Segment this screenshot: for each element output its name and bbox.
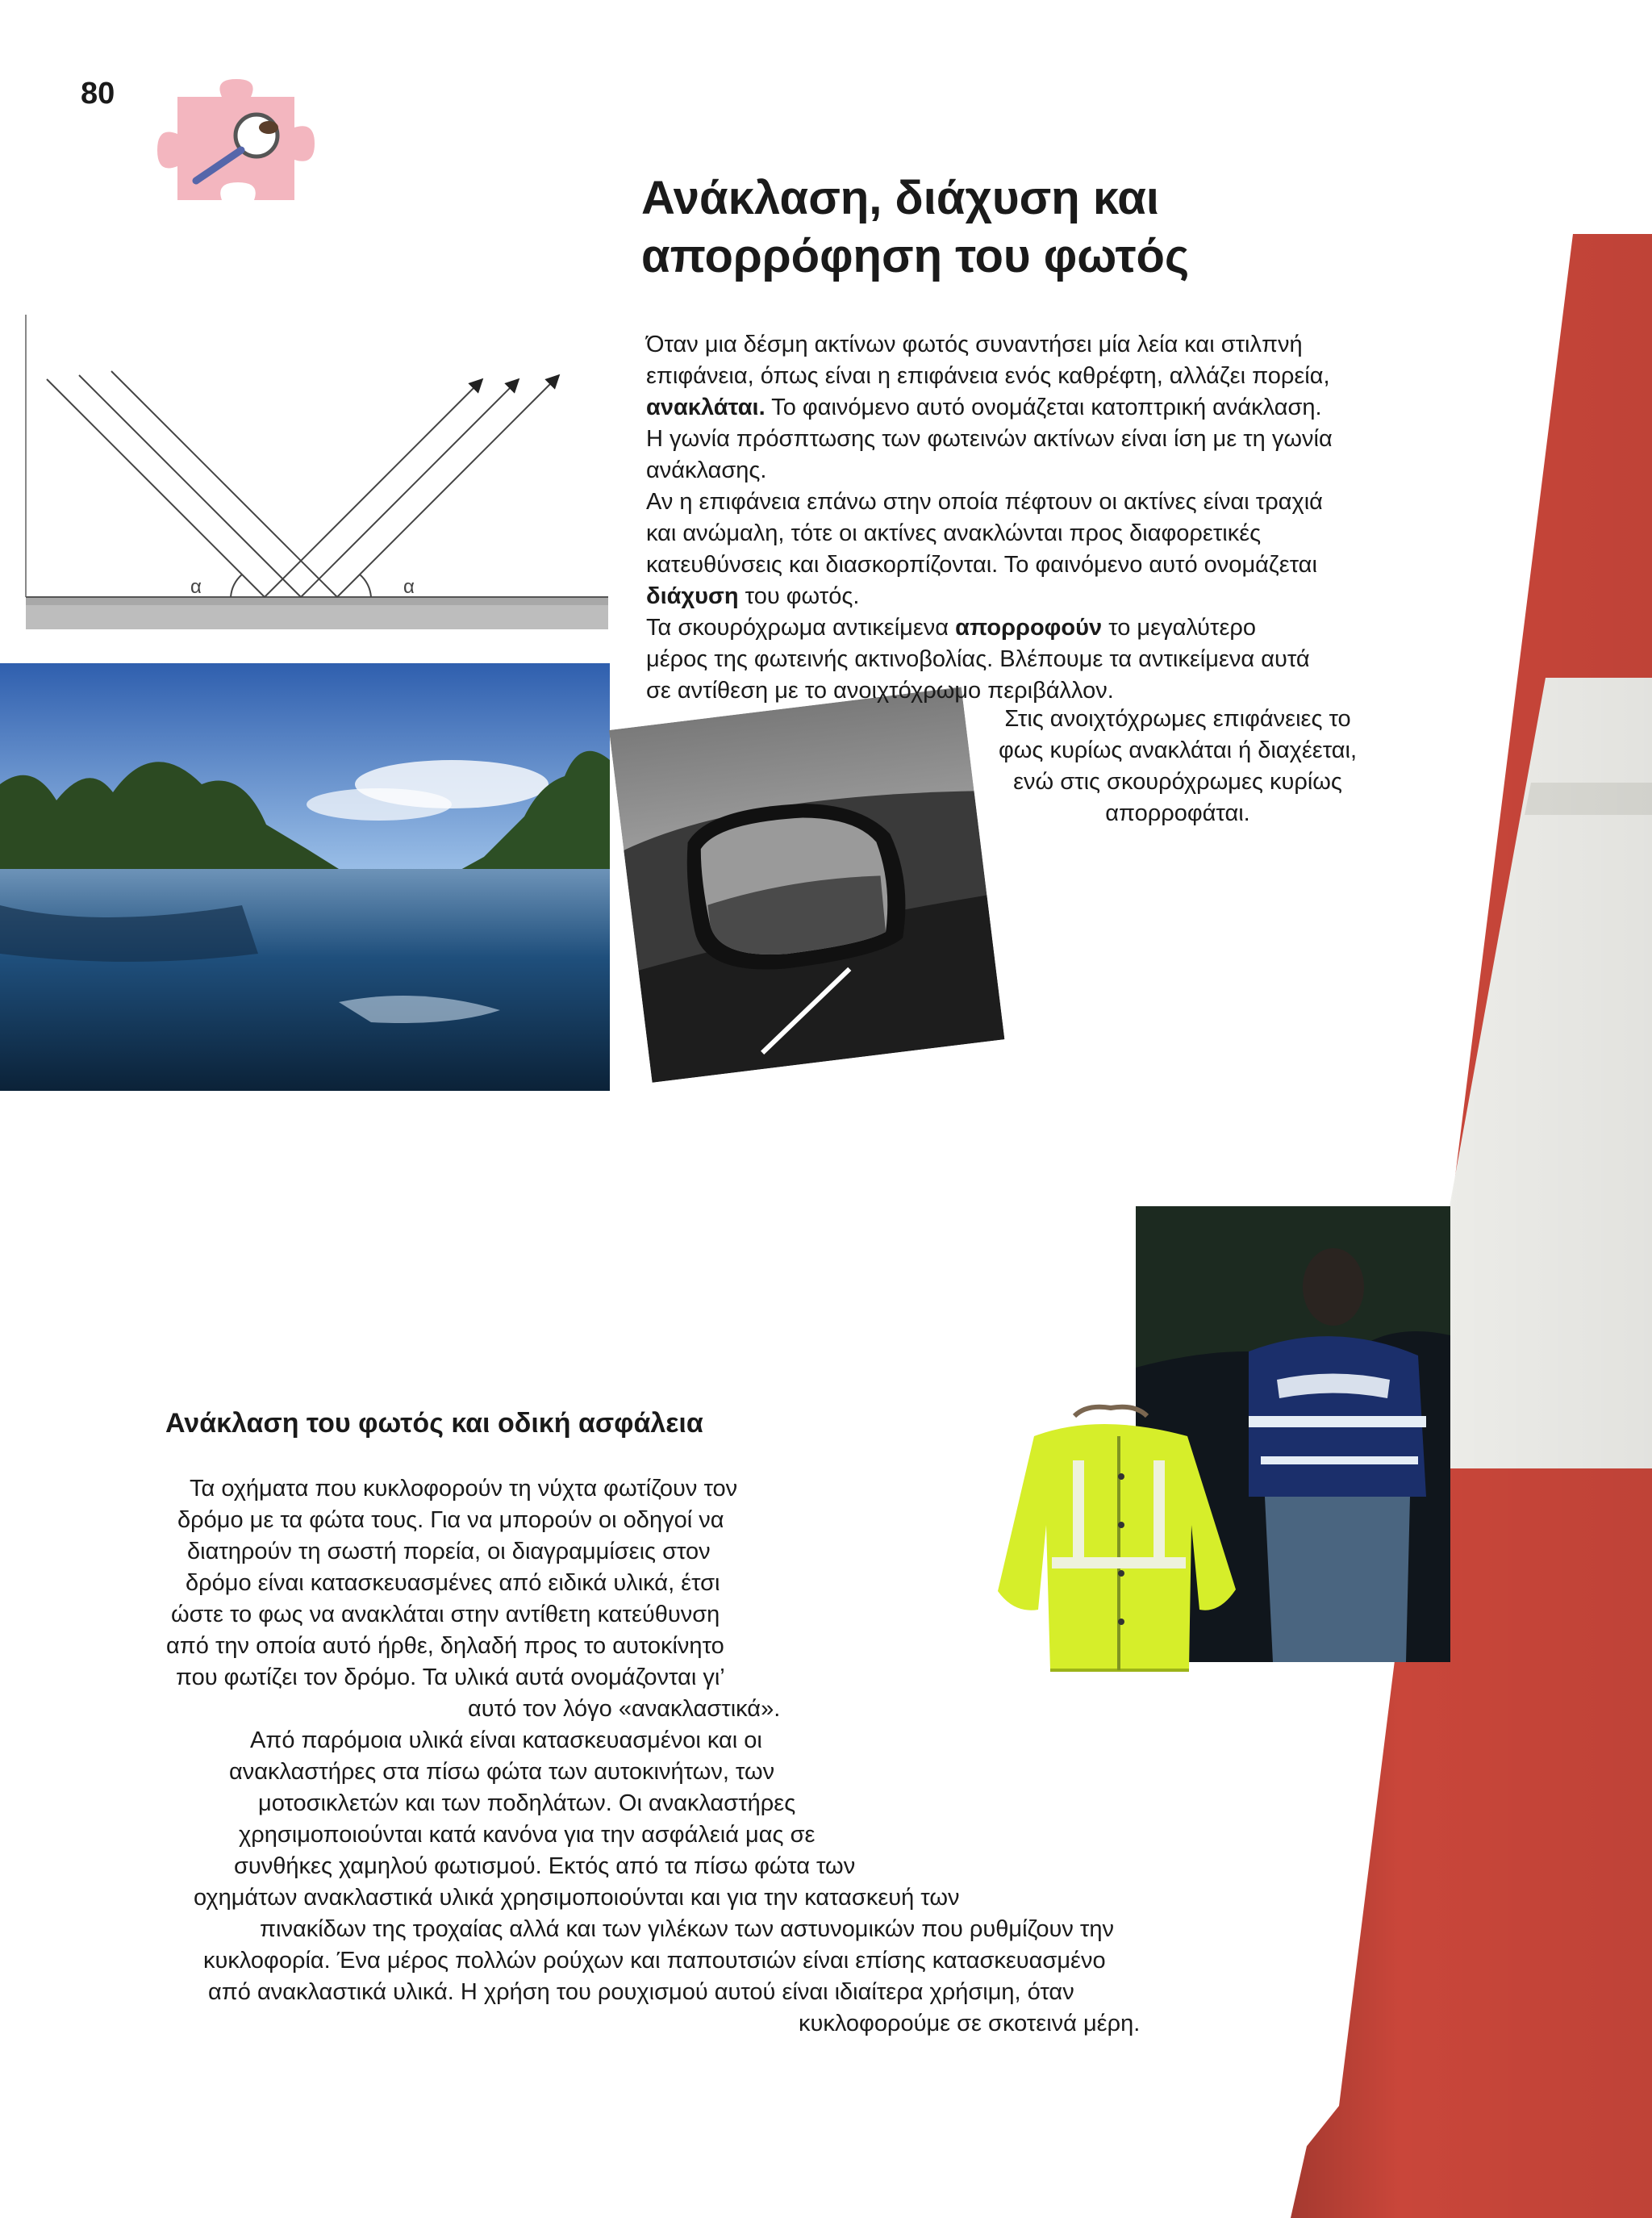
safety-line: δρόμο με τα φώτα τους. Για να μπορούν οι οδηγοί να <box>177 1507 724 1533</box>
safety-line: οχημάτων ανακλαστικά υλικά χρησιμοποιούνται και για την κατασκευή των <box>194 1885 960 1911</box>
intro-line: Αν η επιφάνεια επάνω στην οποία πέφτουν οι ακτίνες είναι τραχιά <box>646 489 1323 515</box>
lake-reflection-photo <box>0 663 610 1091</box>
safety-line: δρόμο είναι κατασκευασμένες από ειδικά υλικά, έτσι <box>186 1570 720 1596</box>
section-title: Ανάκλαση του φωτός και οδική ασφάλεια <box>165 1408 703 1439</box>
page-number: 80 <box>81 77 115 111</box>
safety-line: συνθήκες χαμηλού φωτισμού. Εκτός από τα πίσω φώτα των <box>234 1853 856 1879</box>
note-line: φως κυρίως ανακλάται ή διαχέεται, <box>998 737 1358 763</box>
note-line: ενώ στις σκουρόχρωμες κυρίως <box>1013 769 1342 795</box>
safety-line: που φωτίζει τον δρόμο. Τα υλικά αυτά ονομάζονται γι’ <box>176 1665 725 1690</box>
intro-line: ανακλάται. Το φαινόμενο αυτό ονομάζεται κατοπτρική ανάκλαση. <box>646 395 1322 420</box>
safety-line: ανακλαστήρες στα πίσω φώτα των αυτοκινήτων, των <box>229 1759 775 1785</box>
intro-paragraph <box>646 329 1437 707</box>
term-absorb: απορροφούν <box>955 615 1103 641</box>
term-diffusion: διάχυση <box>646 583 739 609</box>
road-safety-paragraph <box>145 1473 1274 2040</box>
intro-line: μέρος της φωτεινής ακτινοβολίας. Βλέπουμε τα αντικείμενα αυτά <box>646 646 1310 672</box>
intro-line: διάχυση του φωτός. <box>646 583 860 609</box>
safety-line: Τα οχήματα που κυκλοφορούν τη νύχτα φωτίζουν τον <box>190 1476 738 1502</box>
title-line-2: απορρόφηση του φωτός <box>641 230 1190 282</box>
safety-line: από ανακλαστικά υλικά. Η χρήση του ρουχισμού αυτού είναι ιδιαίτερα χρήσιμη, όταν <box>208 1979 1074 2005</box>
intro-line: Όταν μια δέσμη ακτίνων φωτός συναντήσει μία λεία και στιλπνή <box>646 332 1303 357</box>
term-reflects: ανακλάται. <box>646 395 766 420</box>
safety-line: πινακίδων της τροχαίας αλλά και των γιλέκων των αστυνομικών που ρυθμίζουν την <box>260 1916 1114 1942</box>
intro-line: και ανώμαλη, τότε οι ακτίνες ανακλώνται προς διαφορετικές <box>646 520 1262 546</box>
intro-line: σε αντίθεση με το ανοιχτόχρωμο περιβάλλον. <box>646 678 1114 704</box>
reflection-diagram <box>23 315 611 637</box>
safety-line: μοτοσικλετών και των ποδηλάτων. Οι ανακλαστήρες <box>258 1790 796 1816</box>
angle-label-reflection: α <box>403 576 415 598</box>
intro-line: κατευθύνσεις και διασκορπίζονται. Το φαινόμενο αυτό ονομάζεται <box>646 552 1317 578</box>
safety-line: κυκλοφορία. Ένα μέρος πολλών ρούχων και παπουτσιών είναι επίσης κατασκευασμένο <box>203 1948 1106 1974</box>
safety-line: Από παρόμοια υλικά είναι κατασκευασμένοι και οι <box>250 1727 762 1753</box>
intro-line: Η γωνία πρόσπτωσης των φωτεινών ακτίνων είναι ίση με τη γωνία <box>646 426 1333 452</box>
safety-line: χρησιμοποιούνται κατά κανόνα για την ασφάλειά μας σε <box>239 1822 816 1848</box>
page-title <box>641 169 1189 286</box>
note-line: Στις ανοιχτόχρωμες επιφάνειες το <box>1004 706 1351 732</box>
safety-line: κυκλοφορούμε σε σκοτεινά μέρη. <box>799 2011 1141 2036</box>
note-line: απορροφάται. <box>1105 800 1250 826</box>
angle-label-incidence: α <box>190 576 202 598</box>
safety-line: αυτό τον λόγο «ανακλαστικά». <box>468 1696 781 1722</box>
intro-line: ανάκλασης. <box>646 457 767 483</box>
safety-line: ώστε το φως να ανακλάται στην αντίθετη κατεύθυνση <box>171 1602 720 1627</box>
safety-line: διατηρούν τη σωστή πορεία, οι διαγραμμίσεις στον <box>187 1539 711 1564</box>
title-line-1: Ανάκλαση, διάχυση και <box>641 172 1160 224</box>
intro-line: επιφάνεια, όπως είναι η επιφάνεια ενός καθρέφτη, αλλάζει πορεία, <box>646 363 1330 389</box>
safety-line: από την οποία αυτό ήρθε, δηλαδή προς το αυτοκίνητο <box>166 1633 724 1659</box>
puzzle-magnifier-icon <box>157 79 319 212</box>
intro-line: Τα σκουρόχρωμα αντικείμενα απορροφούν το μεγαλύτερο <box>646 615 1257 641</box>
light-dark-note <box>928 704 1428 829</box>
